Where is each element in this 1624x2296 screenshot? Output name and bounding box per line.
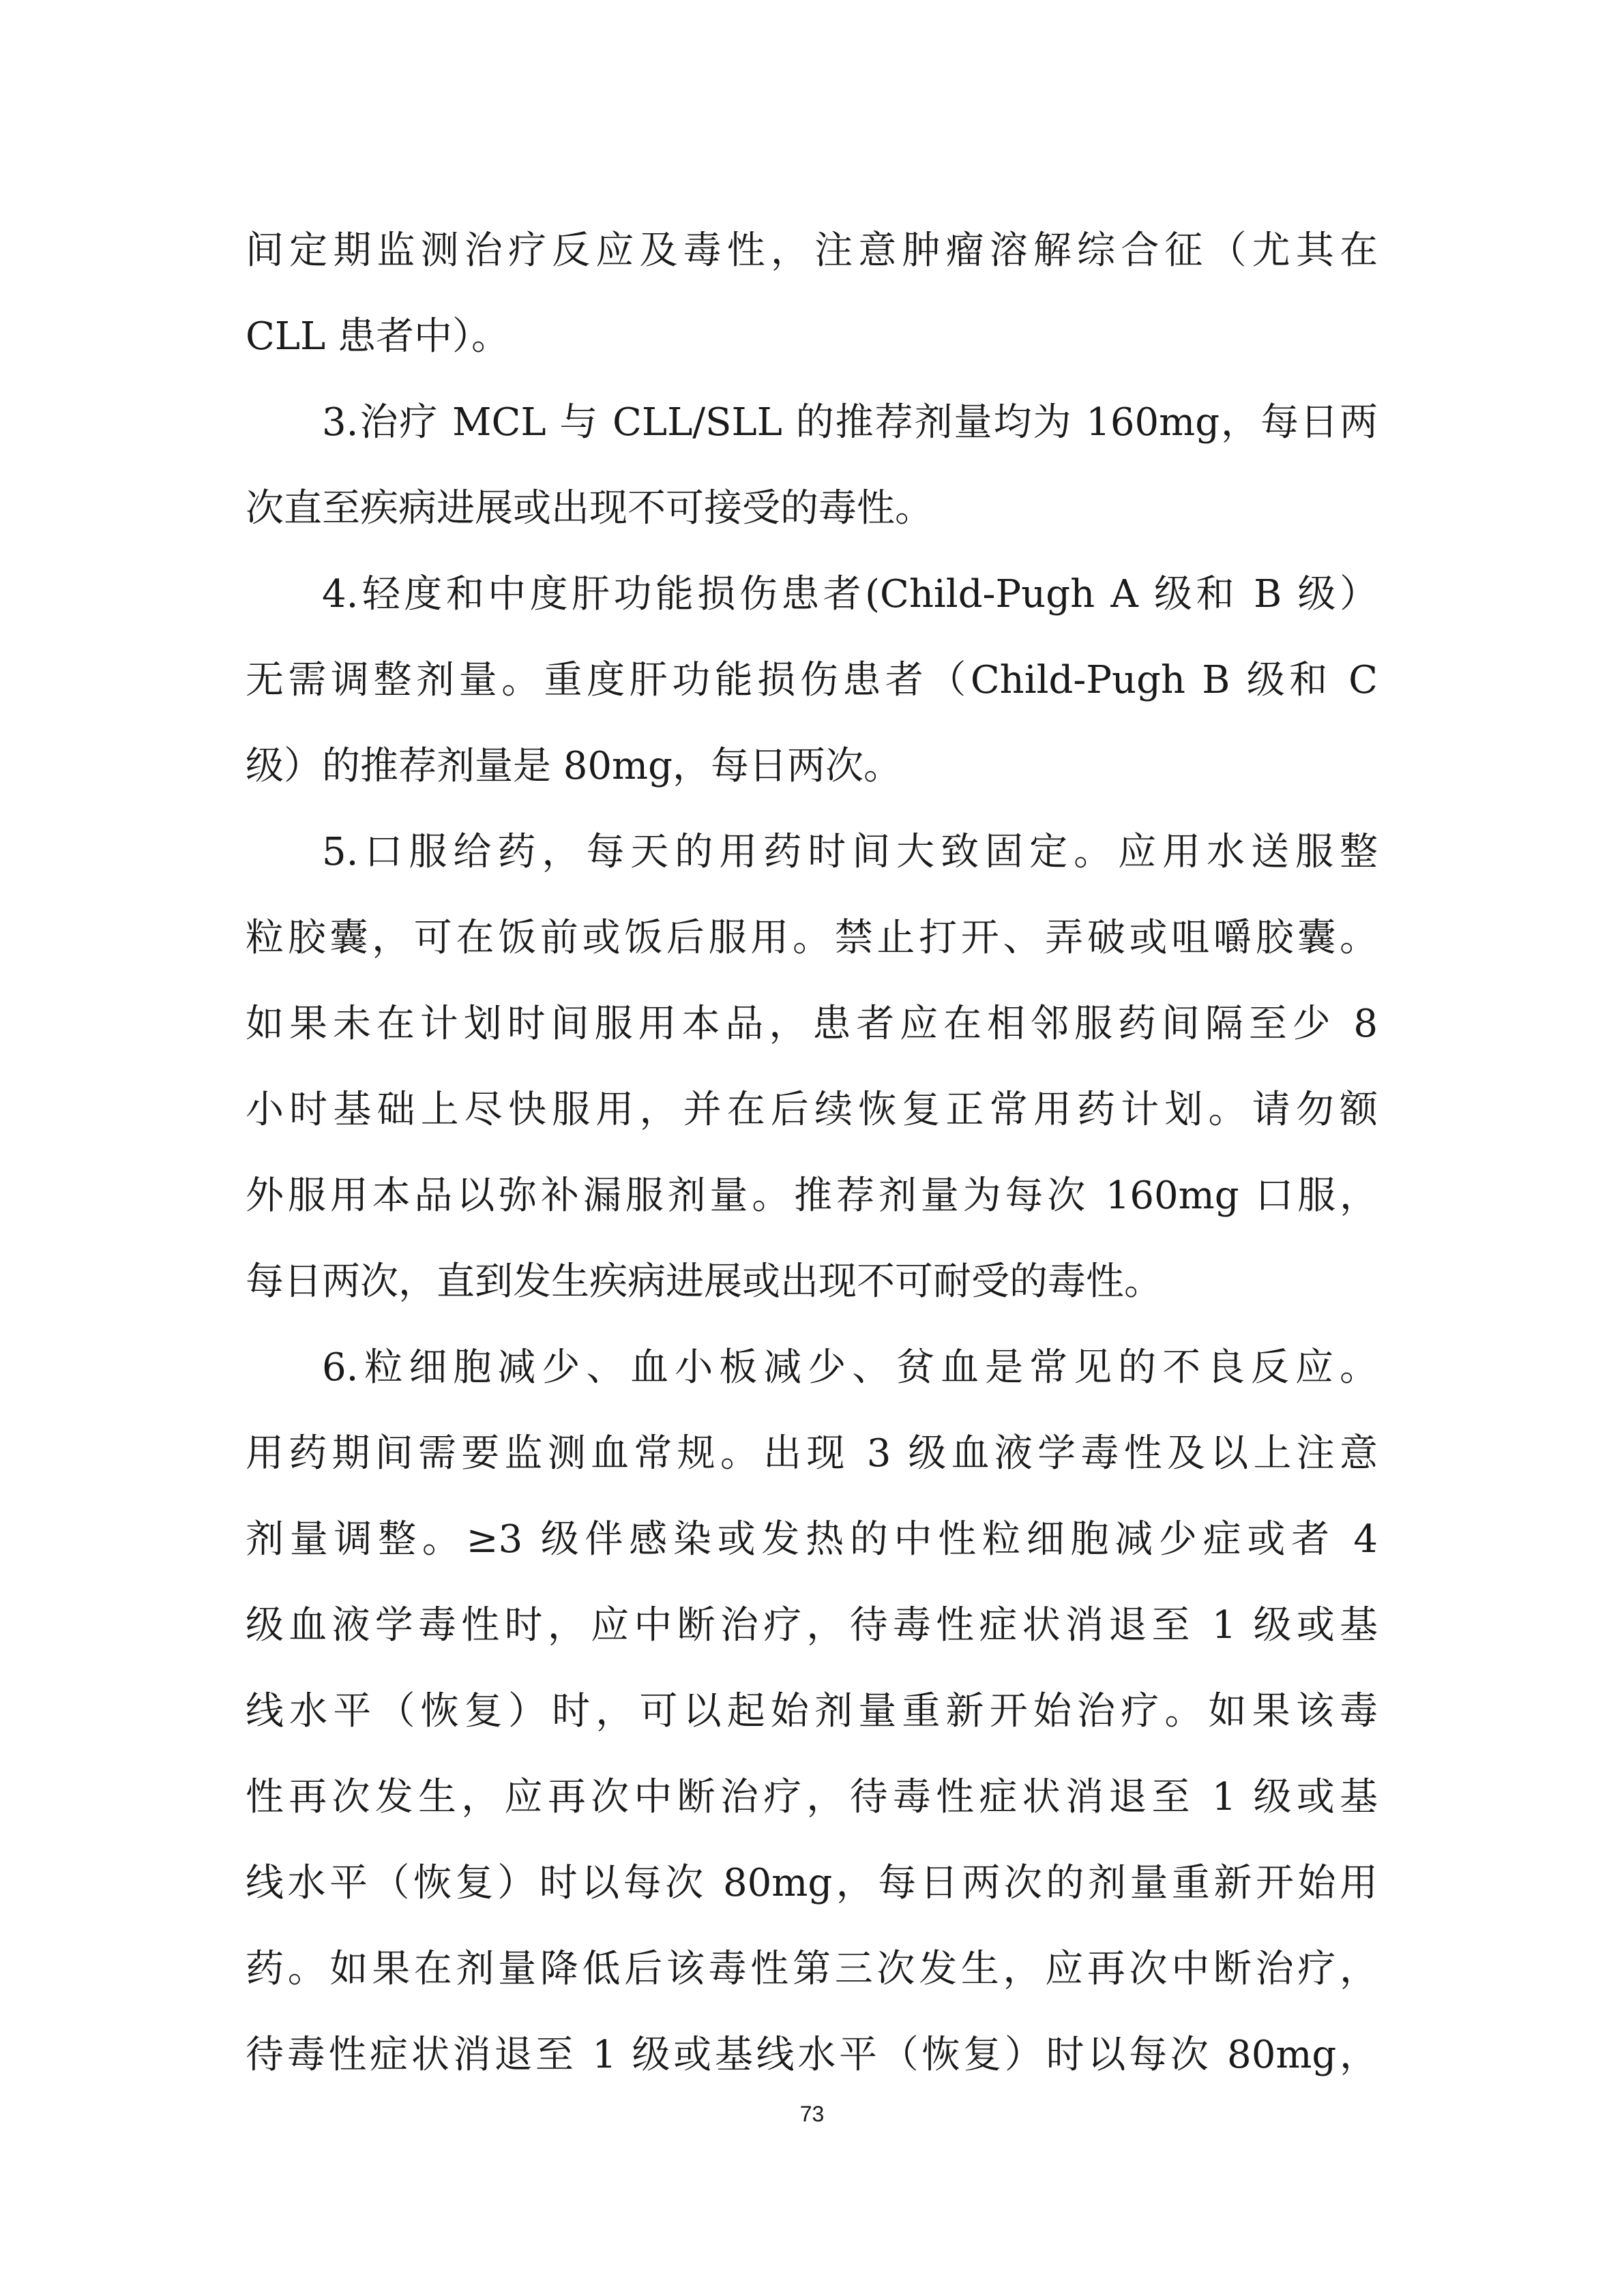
text-line: 次直至疾病进展或出现不可接受的毒性。 (246, 486, 933, 531)
text-line: 待毒性症状消退至 1 级或基线水平（恢复）时以每次 80mg， (246, 2033, 1378, 2077)
text-line: 6.粒细胞减少、血小板减少、贫血是常见的不良反应。 (322, 1345, 1378, 1390)
text-line: 外服用本品以弥补漏服剂量。推荐剂量为每次 160mg 口服， (246, 1174, 1378, 1218)
text-line: 小时基础上尽快服用，并在后续恢复正常用药计划。请勿额 (246, 1088, 1378, 1132)
text-line: 无需调整剂量。重度肝功能损伤患者（Child-Pugh B 级和 C (246, 658, 1378, 702)
text-line: 每日两次，直到发生疾病进展或出现不可耐受的毒性。 (246, 1259, 1162, 1304)
text-line: 4.轻度和中度肝功能损伤患者(Child-Pugh A 级和 B 级） (322, 572, 1378, 616)
text-line: 级血液学毒性时，应中断治疗，待毒性症状消退至 1 级或基 (246, 1603, 1378, 1648)
text-line: 线水平（恢复）时，可以起始剂量重新开始治疗。如果该毒 (246, 1689, 1378, 1733)
text-line: 药。如果在剂量降低后该毒性第三次发生，应再次中断治疗， (246, 1947, 1378, 1991)
text-line: 剂量调整。≥3 级伴感染或发热的中性粒细胞减少症或者 4 (246, 1517, 1378, 1562)
text-line: 间定期监测治疗反应及毒性，注意肿瘤溶解综合征（尤其在 (246, 228, 1378, 273)
text-line: 5.口服给药，每天的用药时间大致固定。应用水送服整 (322, 830, 1378, 874)
text-line: 线水平（恢复）时以每次 80mg，每日两次的剂量重新开始用 (246, 1861, 1378, 1905)
text-line: 3.治疗 MCL 与 CLL/SLL 的推荐剂量均为 160mg，每日两 (322, 400, 1378, 445)
text-line: CLL 患者中）。 (246, 314, 510, 359)
text-line: 性再次发生，应再次中断治疗，待毒性症状消退至 1 级或基 (246, 1775, 1378, 1819)
text-line: 粒胶囊，可在饭前或饭后服用。禁止打开、弄破或咀嚼胶囊。 (246, 916, 1378, 960)
text-line: 级）的推荐剂量是 80mg，每日两次。 (246, 744, 902, 788)
text-line: 用药期间需要监测血常规。出现 3 级血液学毒性及以上注意 (246, 1431, 1378, 1476)
page-number: 73 (799, 2102, 825, 2126)
text-line: 如果未在计划时间服用本品，患者应在相邻服药间隔至少 8 (246, 1002, 1378, 1046)
body-text (246, 208, 1378, 2098)
